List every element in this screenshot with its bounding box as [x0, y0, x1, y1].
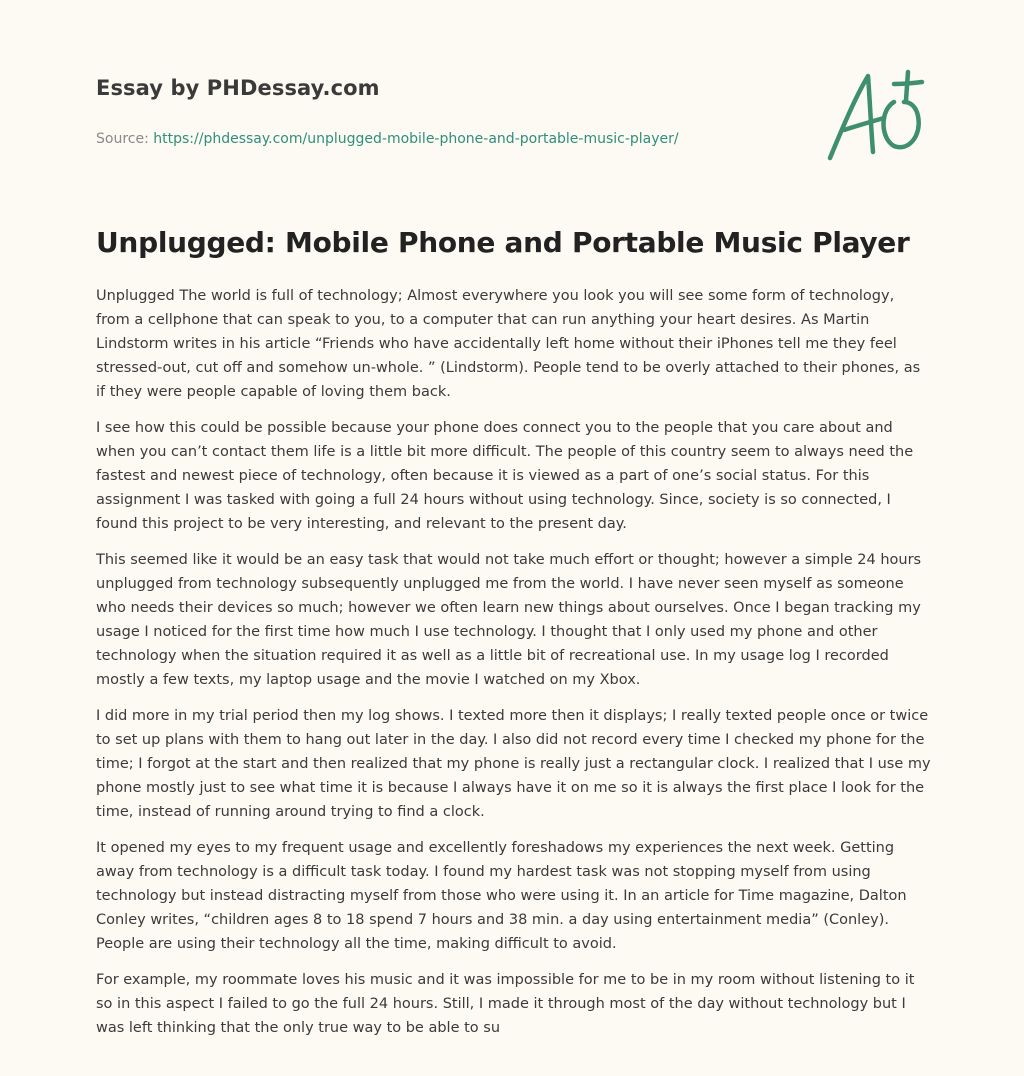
a-plus-grade-icon	[822, 66, 932, 166]
essay-paragraph: I did more in my trial period then my log shows. I texted more then it displays; I really texted people once or twice to set up plans with them to hang out later in the day. I also did not record every time I checked my phone for the time; I forgot at the start and then realized that my phone is really just a rectangular clock. I realized that I use my phone mostly just to see what time it is because I always have it on me so it is always the first place I look for the time, instead of running around trying to find a clock.	[96, 708, 931, 820]
essay-title: Unplugged: Mobile Phone and Portable Music Player	[96, 226, 910, 259]
source-label: Source:	[96, 131, 154, 147]
source-line	[96, 131, 796, 147]
essay-paragraph: It opened my eyes to my frequent usage and excellently foreshadows my experiences the next week. Getting away from technology is a difficult task today. I found my hardest task was not stopping myself from using technology but instead distracting myself from those who were using it. In an article for Time magazine, Dalton Conley writes, “children ages 8 to 18 spend 7 hours and 38 min. a day using entertainment media” (Conley). People are using their technology all the time, making difficult to avoid.	[96, 840, 907, 952]
essay-paragraph: For example, my roommate loves his music and it was impossible for me to be in my room without listening to it so in this aspect I failed to go the full 24 hours. Still, I made it through most of the day without technology but I was left thinking that the only true way to be able to su	[96, 972, 915, 1036]
source-link[interactable]: https://phdessay.com/unplugged-mobile-phone-and-portable-music-player/	[153, 131, 679, 147]
essay-paragraph: I see how this could be possible because your phone does connect you to the people that you care about and when you can’t contact them life is a little bit more difficult. The people of this country seem to always need the fastest and newest piece of technology, often because it is viewed as a part of one’s social status. For this assignment I was tasked with going a full 24 hours without using technology. Since, society is so connected, I found this project to be very interesting, and relevant to the present day.	[96, 420, 914, 532]
essay-body	[96, 284, 932, 1052]
essay-paragraph: Unplugged The world is full of technology; Almost everywhere you look you will see some form of technology, from a cellphone that can speak to you, to a computer that can run anything your heart desires. As Martin Lindstorm writes in his article “Friends who have accidentally left home without their iPhones tell me they feel stressed-out, cut off and somehow un-whole. ” (Lindstorm). People tend to be overly attached to their phones, as if they were people capable of loving them back.	[96, 288, 921, 400]
page-header	[96, 76, 796, 147]
site-title: Essay by PHDessay.com	[96, 76, 380, 100]
essay-paragraph: This seemed like it would be an easy task that would not take much effort or thought; however a simple 24 hours unplugged from technology subsequently unplugged me from the world. I have never seen myself as someone who needs their devices so much; however we often learn new things about ourselves. Once I began tracking my usage I noticed for the first time how much I use technology. I thought that I only used my phone and other technology when the situation required it as well as a little bit of recreational use. In my usage log I recorded mostly a few texts, my laptop usage and the movie I watched on my Xbox.	[96, 552, 922, 688]
